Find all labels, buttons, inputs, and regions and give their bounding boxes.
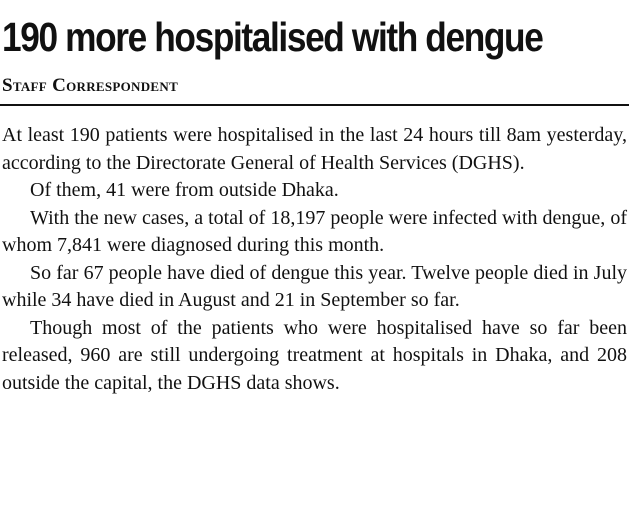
article-byline: Staff Correspondent — [2, 75, 179, 96]
article-body — [2, 122, 627, 397]
article-paragraph-5: Though most of the patients who were hospitalised have so far been released, 960 are still undergoing treatment at hospitals in Dhaka, and 208 outside the capital, the DGHS data shows. — [2, 316, 627, 394]
headline-divider — [0, 104, 629, 106]
article-headline: 190 more hospitalised with dengue — [2, 14, 543, 60]
article-paragraph-3: With the new cases, a total of 18,197 people were infected with dengue, of whom 7,841 were diagnosed during this month. — [2, 206, 627, 256]
article-paragraph-4: So far 67 people have died of dengue this year. Twelve people died in July while 34 have died in August and 21 in September so far. — [2, 261, 627, 311]
article-paragraph-2: Of them, 41 were from outside Dhaka. — [30, 179, 339, 201]
article-paragraph-1: At least 190 patients were hospitalised in the last 24 hours till 8am yesterday, according to the Directorate General of Health Services (DGHS). — [2, 124, 627, 174]
